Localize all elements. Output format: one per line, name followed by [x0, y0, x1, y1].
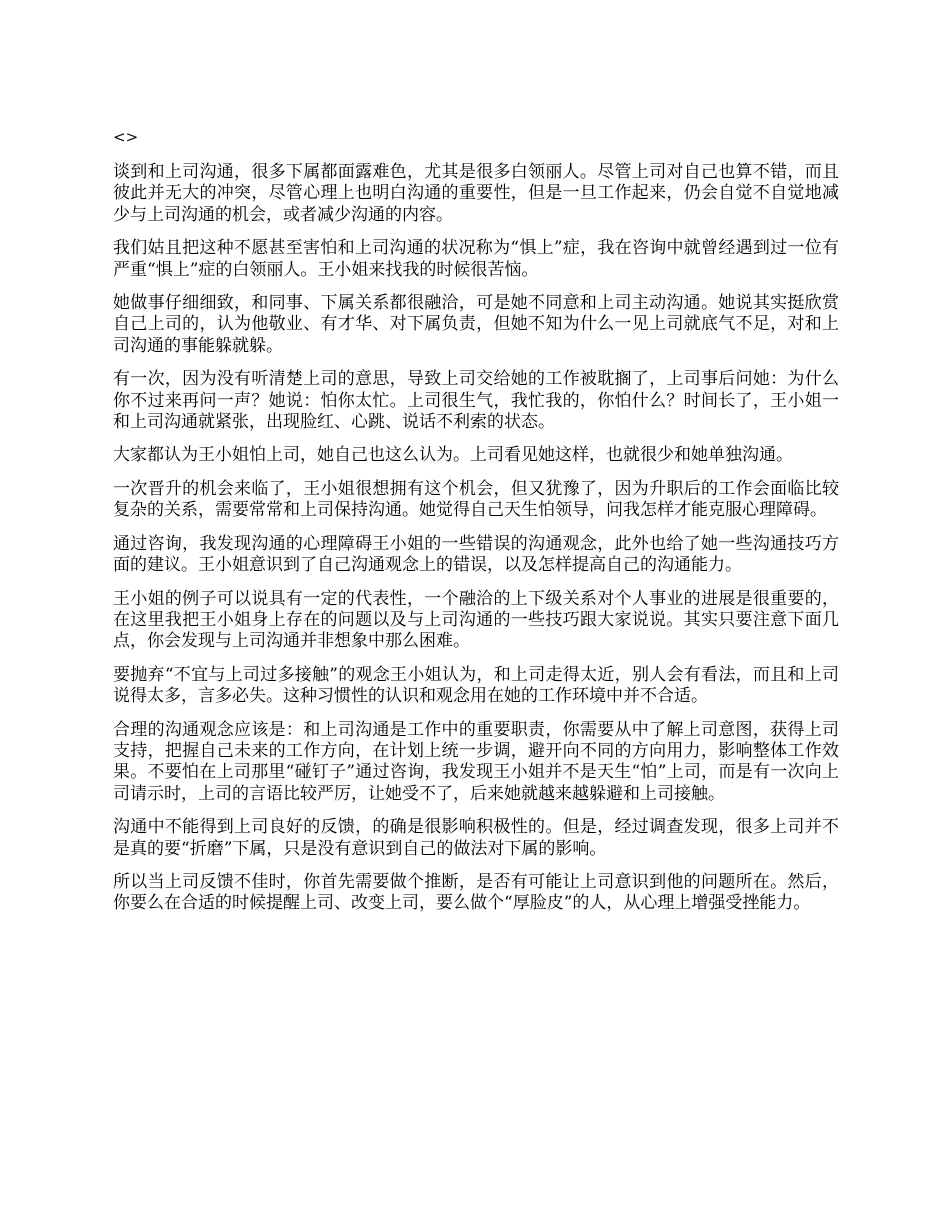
paragraph: 通过咨询，我发现沟通的心理障碍王小姐的一些错误的沟通观念，此外也给了她一些沟通技巧方面的建议。王小姐意识到了自己沟通观念上的错误，以及怎样提高自己的沟通能力。 [113, 533, 839, 576]
paragraph: 沟通中不能得到上司良好的反馈，的确是很影响积极性的。但是，经过调查发现，很多上司并不是真的要“折磨”下属，只是没有意识到自己的做法对下属的影响。 [113, 817, 839, 859]
paragraph: 要抛弃“不宜与上司过多接触”的观念王小姐认为，和上司走得太近，别人会有看法，而且和上司说得太多，言多必失。这种习惯性的认识和观念用在她的工作环境中并不合适。 [113, 664, 839, 707]
paragraph: 一次晋升的机会来临了，王小姐很想拥有这个机会，但又犹豫了，因为升职后的工作会面临比较复杂的关系，需要常常和上司保持沟通。她觉得自己天生怕领导，问我怎样才能克服心理障碍。 [113, 478, 839, 521]
paragraph: 有一次，因为没有听清楚上司的意思，导致上司交给她的工作被耽搁了，上司事后问她：为什么你不过来再问一声？她说：怕你太忙。上司很生气，我忙我的，你怕什么？时间长了，王小姐一和上司沟通就紧张，出现脸红、心跳、说话不利索的状态。 [113, 369, 839, 433]
document-page [113, 128, 839, 927]
paragraph: 王小姐的例子可以说具有一定的代表性，一个融洽的上下级关系对个人事业的进展是很重要的，在这里我把王小姐身上存在的问题以及与上司沟通的一些技巧跟大家说说。其实只要注意下面几点，你会发现与上司沟通并非想象中那么困难。 [113, 588, 839, 652]
paragraph: 大家都认为王小姐怕上司，她自己也这么认为。上司看见她这样，也就很少和她单独沟通。 [113, 445, 793, 466]
paragraph: 合理的沟通观念应该是：和上司沟通是工作中的重要职责，你需要从中了解上司意图，获得上司支持，把握自己未来的工作方向，在计划上统一步调，避开向不同的方向用力，影响整体工作效果。不要怕在上司那里“碰钉子”通过咨询，我发现王小姐并不是天生“怕”上司，而是有一次向上司请示时，上司的言语比较严厉，让她受不了，后来她就越来越躲避和上司接触。 [113, 719, 839, 804]
document-heading: <> [113, 128, 139, 146]
paragraph: 她做事仔细细致，和同事、下属关系都很融洽，可是她不同意和上司主动沟通。她说其实挺欣赏自己上司的，认为他敬业、有才华、对下属负责，但她不知为什么一见上司就底气不足，对和上司沟通的事能躲就躲。 [113, 293, 839, 356]
paragraph: 谈到和上司沟通，很多下属都面露难色，尤其是很多白领丽人。尽管上司对自己也算不错，而且彼此并无大的冲突，尽管心理上也明白沟通的重要性，但是一旦工作起来，仍会自觉不自觉地减少与上司沟通的机会，或者减少沟通的内容。 [113, 162, 839, 225]
paragraph: 所以当上司反馈不佳时，你首先需要做个推断，是否有可能让上司意识到他的问题所在。然后，你要么在合适的时候提醒上司、改变上司，要么做个“厚脸皮”的人，从心理上增强受挫能力。 [113, 871, 839, 914]
paragraph: 我们姑且把这种不愿甚至害怕和上司沟通的状况称为“惧上”症，我在咨询中就曾经遇到过一位有严重“惧上”症的白领丽人。王小姐来找我的时候很苦恼。 [113, 238, 839, 280]
